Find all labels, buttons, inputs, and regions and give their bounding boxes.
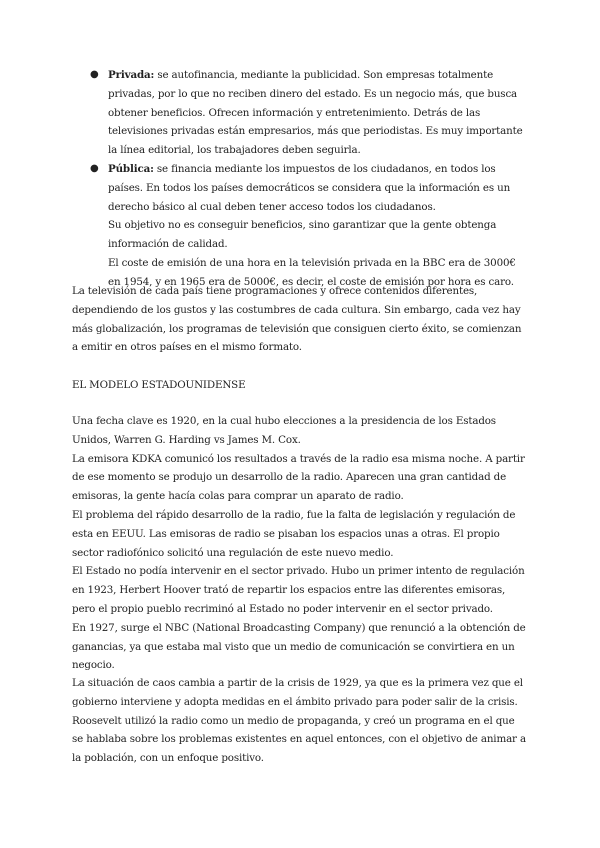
list-item-public	[90, 160, 530, 292]
bullet-icon: ●	[90, 69, 99, 80]
bullet-icon: ●	[90, 162, 99, 174]
paragraph-line: Una fecha clave es 1920, en la cual hubo elecciones a la presidencia de los Estados Unidos, Warren G. Harding vs James M. Cox.	[72, 415, 496, 446]
list-item-text: se autofinancia, mediante la publicidad. Son empresas totalmente privadas, por lo que no reciben dinero del estado. Es un negocio más, que busca obtener beneficios. Ofrecen información y entretenimiento. Detrás de las televisiones privadas están empresarios, más que periodistas. Es muy importante la línea editorial, los trabajadores deben seguirla.	[108, 69, 523, 157]
list-item-label: Privada:	[108, 69, 155, 81]
paragraph-programming: La televisión de cada país tiene programaciones y ofrece contenidos diferentes, dependiendo de los gustos y las costumbres de cada cultura. Sin embargo, cada vez hay más globalización, los programas de televisión que consiguen cierto éxito, se comienzan a emitir en otros países en el mismo formato.	[72, 285, 522, 354]
tv-types-list	[90, 66, 530, 292]
list-item-text: se financia mediante los impuestos de los ciudadanos, en todos los países. En todos los países democráticos se considera que la información es un derecho básico al cual deben tener acceso todos los ciudadanos.	[108, 162, 511, 213]
paragraph-line: El Estado no podía intervenir en el sector privado. Hubo un primer intento de regulación en 1923, Herbert Hoover trató de repartir los espacios entre las diferentes emisoras, pero el propio pueblo recriminó al Estado no poder intervenir en el sector privado.	[72, 565, 525, 615]
list-item-label: Pública:	[108, 162, 154, 175]
paragraph-line: La emisora KDKA comunicó los resultados a través de la radio esa misma noche. A partir de ese momento se produjo un desarrollo de la radio. Aparecen una gran cantidad de emisoras, la gente hacía colas para comprar un aparato de radio.	[72, 452, 525, 503]
list-item-extra: Su objetivo no es conseguir beneficios, sino garantizar que la gente obtenga información de calidad.	[108, 219, 497, 251]
list-item-private	[90, 66, 530, 160]
paragraph-line: El problema del rápido desarrollo de la radio, fue la falta de legislación y regulación de esta en EEUU. Las emisoras de radio se pisaban los espacios unas a otras. El propio sector radiofónico solicitó una regulación de este nuevo medio.	[72, 508, 516, 559]
section-heading: EL MODELO ESTADOUNIDENSE	[72, 379, 246, 391]
paragraph-crisis: La situación de caos cambia a partir de la crisis de 1929, ya que es la primera vez que el gobierno interviene y adopta medidas en el ámbito privado para poder salir de la crisis. Roosevelt utilizó la radio como un medio de propaganda, y creó un programa en el que se hablaba sobre los problemas existentes en aquel entonces, con el objetivo de animar a la población, con un enfoque positivo.	[72, 677, 526, 765]
us-model-text	[72, 412, 528, 675]
list-item-extra: El coste de emisión de una hora en la televisión privada en la BBC era de 3000€ en 1954, y en 1965 era de 5000€, es decir, el coste de emisión por hora es caro.	[108, 256, 516, 288]
paragraph-line: En 1927, surge el NBC (National Broadcasting Company) que renunció a la obtención de ganancias, ya que estaba mal visto que un medio de comunicación se convirtiera en un negocio.	[72, 621, 526, 672]
